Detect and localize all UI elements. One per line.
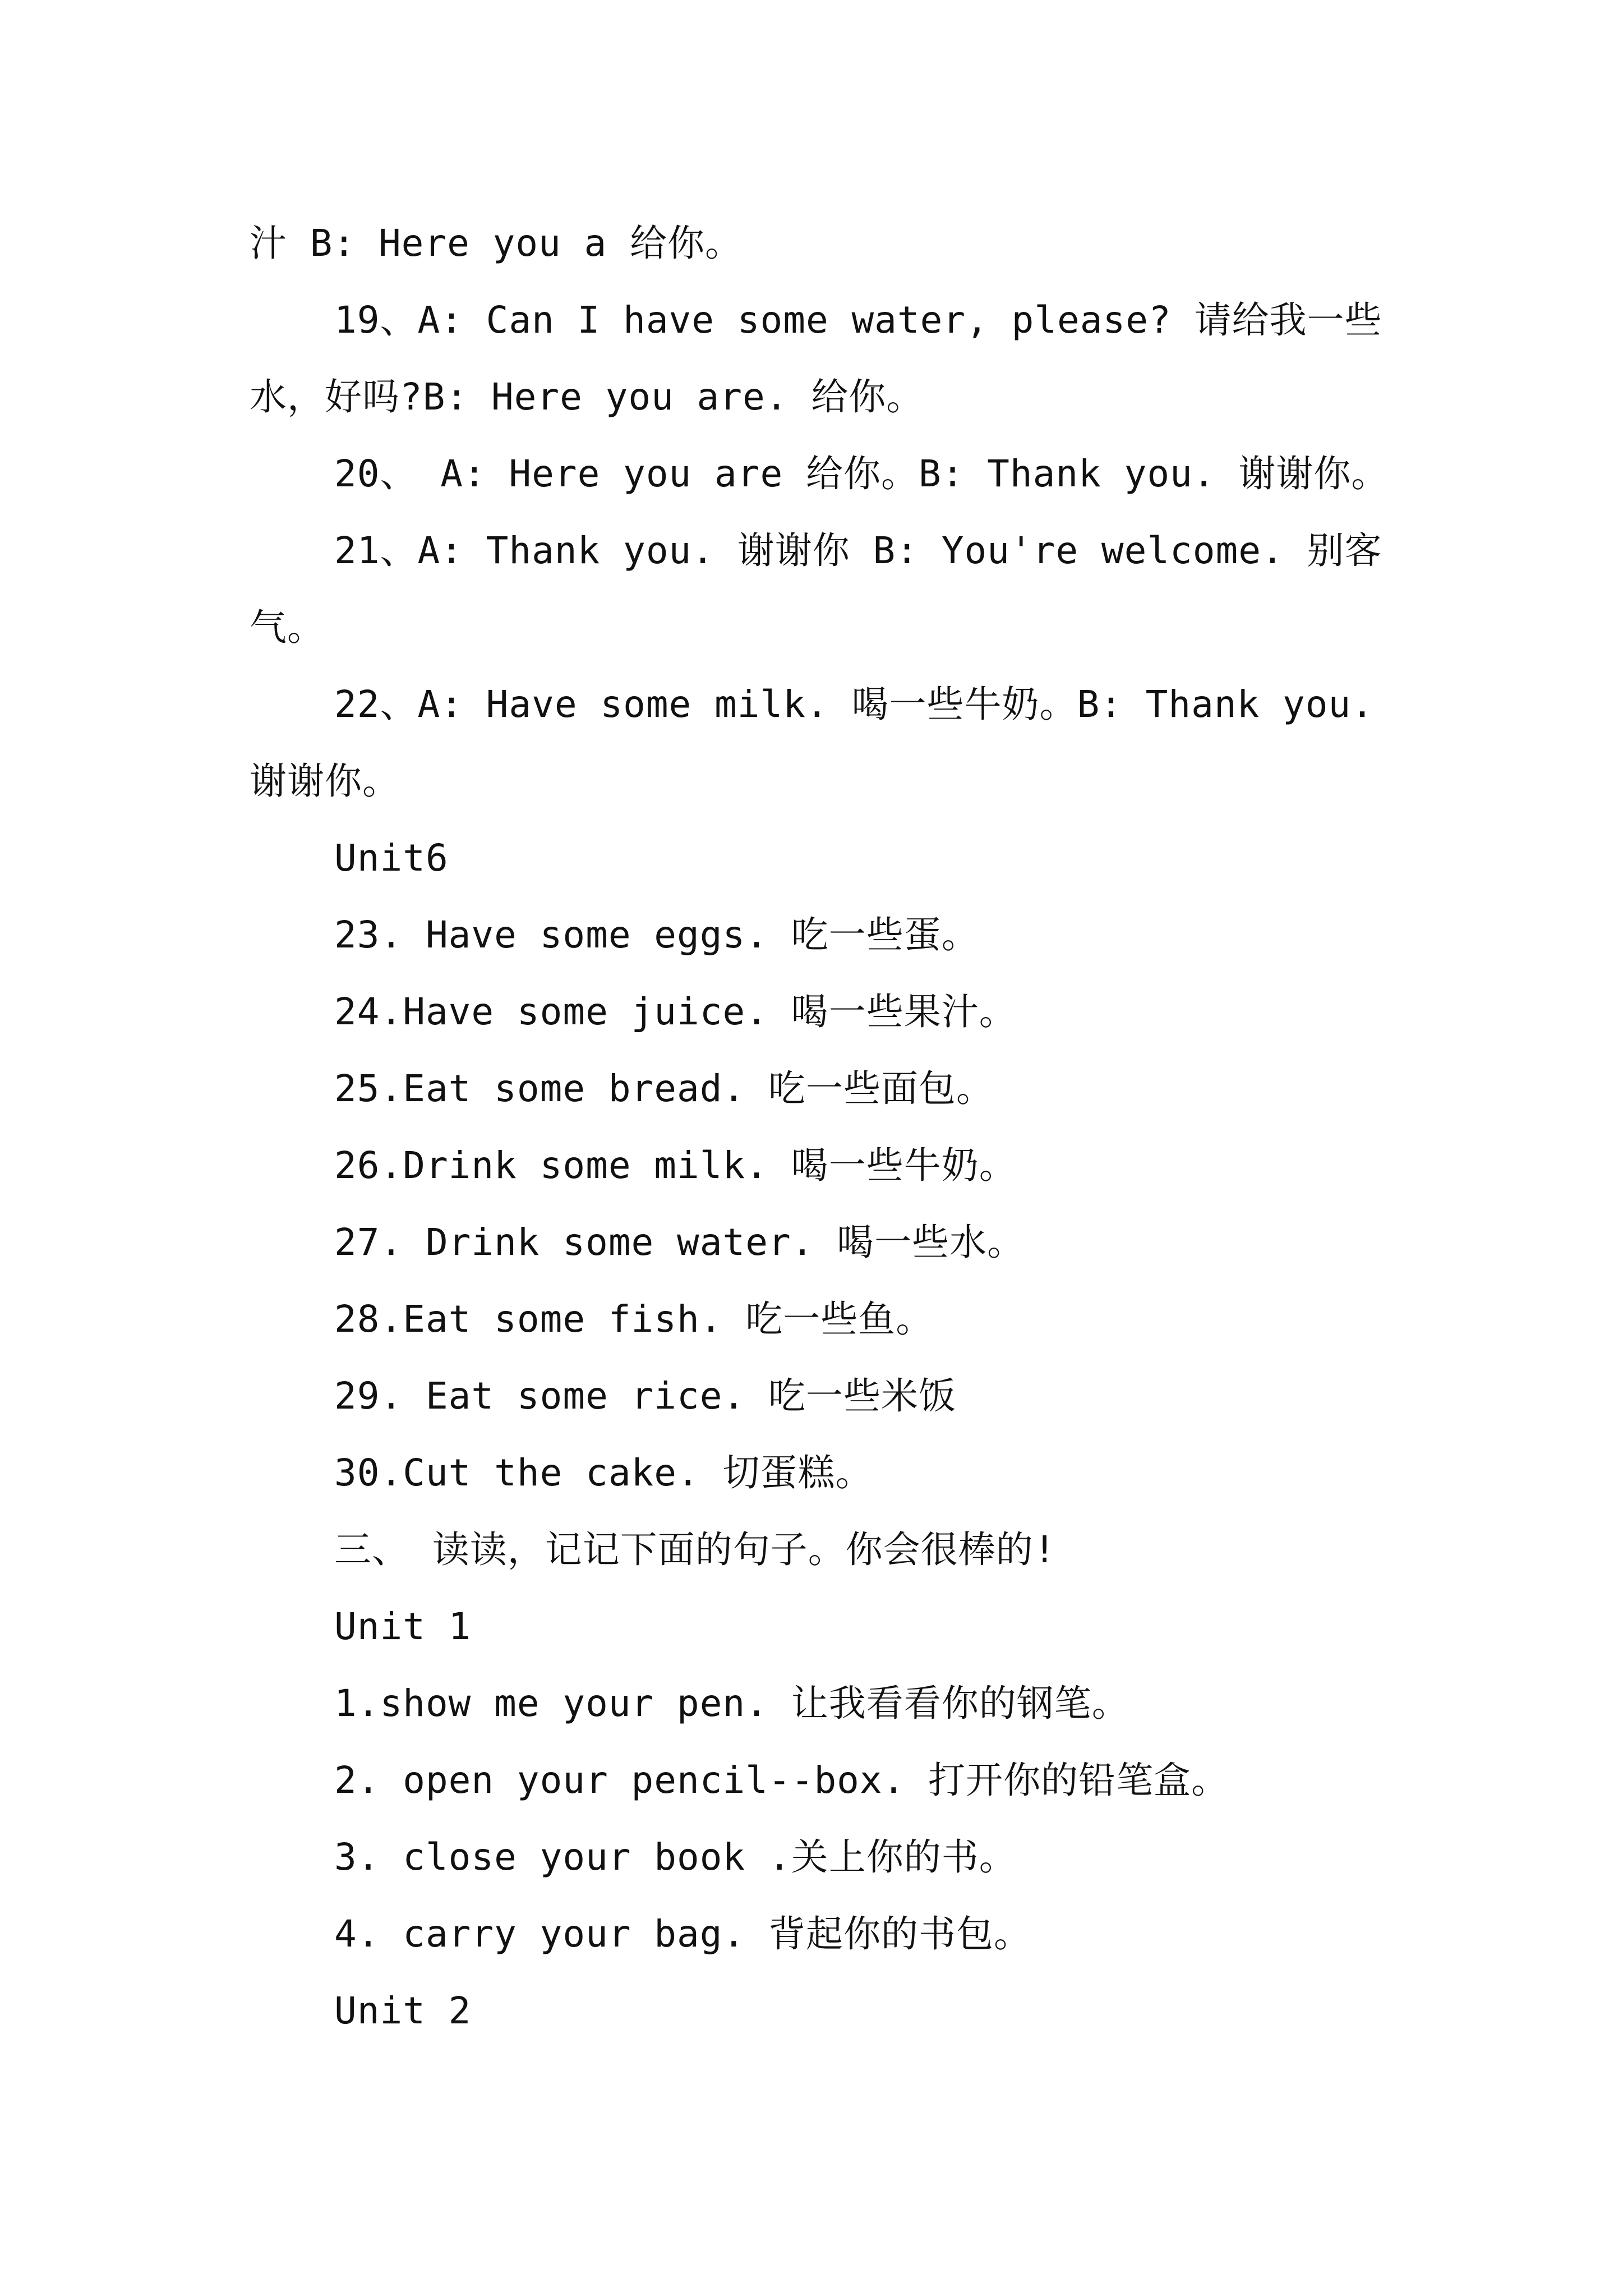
text-line: 汁 B: Here you a 给你。 [250,222,743,265]
section-heading: 三、 读读，记记下面的句子。你会很棒的! [334,1528,1057,1571]
text-line: 19、A: Can I have some water, please? 请给我一些 [334,298,1382,342]
text-line: 25.Eat some bread. 吃一些面包。 [334,1067,994,1110]
text-line: 1.show me your pen. 让我看看你的钢笔。 [334,1682,1129,1725]
text-line: 28.Eat some fish. 吃一些鱼。 [334,1297,934,1341]
text-line: 2. open your pencil--box. 打开你的铅笔盒。 [334,1759,1229,1802]
text-line: 气。 [250,606,325,649]
text-line: 4. carry your bag. 背起你的书包。 [334,1912,1031,1955]
text-line: 29. Eat some rice. 吃一些米饭 [334,1374,956,1418]
text-line: 30.Cut the cake. 切蛋糕。 [334,1451,873,1494]
text-line: 水，好吗?B: Here you are. 给你。 [250,375,924,418]
text-line: 20、 A: Here you are 给你。B: Thank you. 谢谢你。 [334,452,1389,495]
text-line: 谢谢你。 [250,760,400,803]
text-line: 22、A: Have some milk. 喝一些牛奶。B: Thank you. [334,683,1375,726]
text-line: 24.Have some juice. 喝一些果汁。 [334,990,1017,1033]
section-heading: Unit 2 [334,1989,472,2032]
text-line: 23. Have some eggs. 吃一些蛋。 [334,913,979,956]
section-heading: Unit 1 [334,1605,472,1648]
text-line: 27. Drink some water. 喝一些水。 [334,1221,1025,1264]
text-line: 3. close your book .关上你的书。 [334,1835,1017,1879]
section-heading: Unit6 [334,836,449,880]
text-line: 26.Drink some milk. 喝一些牛奶。 [334,1144,1017,1187]
text-line: 21、A: Thank you. 谢谢你 B: You're welcome. 别客 [334,529,1382,572]
